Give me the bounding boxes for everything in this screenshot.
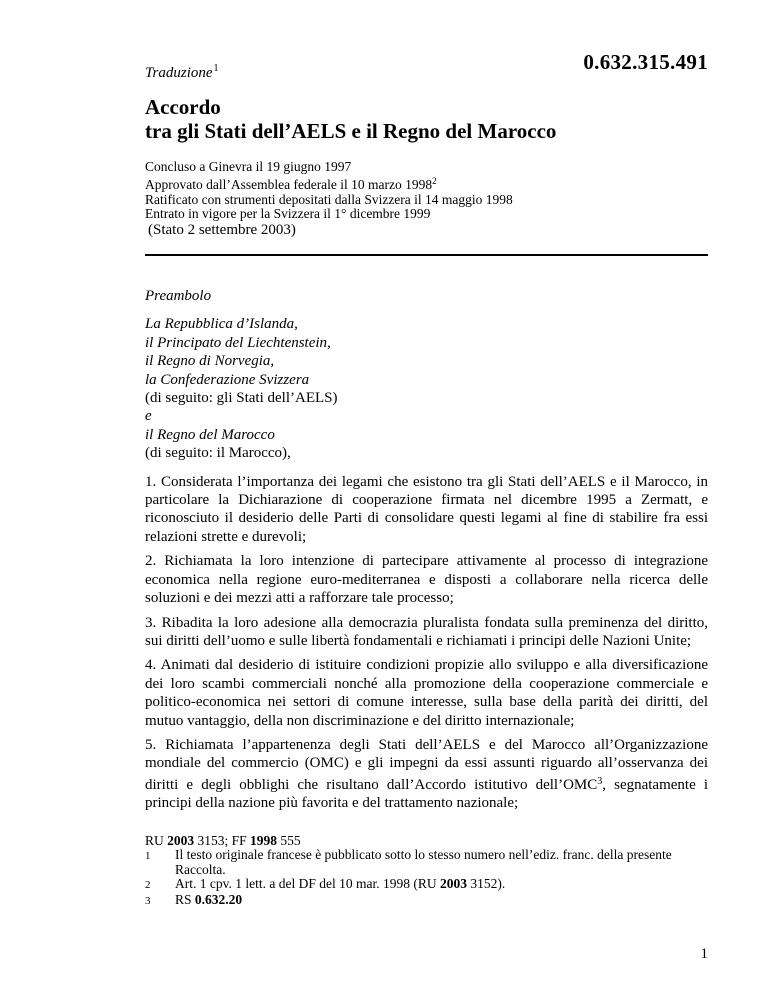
- footnote-3-text: [175, 893, 708, 908]
- footnote-2-text: [175, 877, 708, 892]
- footnote-ref-3[interactable]: 3: [597, 775, 603, 787]
- party-morocco-note: (di seguito: il Marocco),: [145, 445, 291, 462]
- footnote-1-number: 1: [145, 850, 151, 863]
- footnote-3-number: 3: [145, 894, 151, 907]
- preamble-paragraph-3: 3. Ribadita la loro adesione alla democrazia pluralista fondata sulla preminenza del diritto, sui diritti dell’uomo e sulle libertà fondamentali e richiamati i principi delle Nazioni Unite;: [145, 614, 708, 649]
- title-line-1: Accordo: [145, 95, 221, 119]
- title-line-2: tra gli Stati dell’AELS e il Regno del Marocco: [145, 119, 557, 143]
- document-title: [145, 95, 556, 143]
- ru-label: RU: [145, 833, 168, 848]
- footnote-2-text-a: Art. 1 cpv. 1 lett. a del DF del 10 mar. 1998 (RU: [175, 876, 440, 892]
- footnote-ref-1[interactable]: 1: [213, 63, 219, 74]
- party-norway: il Regno di Norvegia,: [145, 353, 275, 370]
- footnote-2: [145, 877, 708, 892]
- parties-list: [145, 315, 708, 462]
- footnote-3-text-a: RS: [175, 891, 195, 907]
- status-date: (Stato 2 settembre 2003): [148, 222, 296, 238]
- party-morocco: il Regno del Marocco: [145, 426, 275, 443]
- footnote-ru-ff: [145, 834, 708, 848]
- party-switzerland: la Confederazione Svizzera: [145, 371, 310, 388]
- date-in-force: Entrato in vigore per la Svizzera il 1° dicembre 1999: [145, 206, 431, 222]
- paragraph-5-text-a: 5. Richiamata l’appartenenza degli Stati dell’AELS e del Marocco all’Organizzazione mondiale del commercio (OMC) e gli impegni da essi assunti riguardo all’osservanza dei diritti e degli obblighi che risultano dall’Accordo istitutivo dell’OMC: [145, 736, 708, 793]
- translation-label: [145, 63, 219, 82]
- page-number: 1: [700, 946, 708, 962]
- date-concluded: Concluso a Ginevra il 19 giugno 1997: [145, 159, 352, 174]
- footnote-1-text: Il testo originale francese è pubblicato sotto lo stesso numero nell’ediz. franc. della presente Raccolta.: [175, 847, 672, 877]
- footnote-ref-2[interactable]: 2: [432, 176, 437, 187]
- party-conjunction: e: [145, 408, 152, 425]
- sr-number: 0.632.315.491: [583, 50, 708, 74]
- preamble-paragraph-1: 1. Considerata l’importanza dei legami che esistono tra gli Stati dell’AELS e il Marocco, in particolare la Dichiarazione di cooperazione firmata nel dicembre 1995 a Zermatt, e riconosciuto il desiderio delle Parti di consolidare questi legami al fine di stabilire fra essi relazioni strette e durevoli;: [145, 473, 708, 545]
- party-liechtenstein: il Principato del Liechtenstein,: [145, 334, 331, 351]
- ff-year: 1998: [250, 833, 278, 848]
- footnote-3-bold: 0.632.20: [194, 891, 243, 907]
- footnotes: [145, 834, 708, 908]
- ru-number: 3153; FF: [194, 833, 251, 848]
- ff-number: 555: [277, 833, 301, 848]
- footnote-3: [145, 893, 708, 908]
- footnote-1: [145, 848, 708, 877]
- party-iceland: La Repubblica d’Islanda,: [145, 316, 298, 333]
- preamble-paragraph-2: 2. Richiamata la loro intenzione di partecipare attivamente al processo di integrazione economica nella regione euro-mediterranea e disposti a collaborare nella ricerca delle soluzioni e dei mezzi atti a rafforzare tale processo;: [145, 553, 708, 607]
- paragraph-5-text-b: , segnatamente i principi della nazione più favorita e del trattamento nazionale;: [145, 776, 708, 812]
- date-ratified: Ratificato con strumenti depositati dalla Svizzera il 14 maggio 1998: [145, 191, 513, 207]
- footnote-2-text-b: 3152).: [466, 876, 506, 892]
- header-divider: [145, 254, 708, 256]
- translation-text: Traduzione: [145, 65, 213, 81]
- footnote-2-bold: 2003: [439, 876, 467, 892]
- document-body: [145, 287, 708, 819]
- dates-block: [145, 160, 513, 222]
- ru-year: 2003: [167, 833, 195, 848]
- footnote-2-number: 2: [145, 879, 151, 892]
- preamble-paragraph-5: [145, 736, 708, 813]
- date-approved: [145, 174, 513, 192]
- preamble-heading: Preambolo: [145, 288, 212, 304]
- party-aels-note: (di seguito: gli Stati dell’AELS): [145, 390, 338, 407]
- preamble-paragraph-4: 4. Animati dal desiderio di istituire condizioni propizie allo sviluppo e alla diversificazione dei loro scambi commerciali nonché alla promozione della cooperazione commerciale e politico-economica nei settori di comune interesse, sulla base della parità dei diritti, del mutuo vantaggio, della non discriminazione e del diritto internazionale;: [145, 657, 708, 729]
- date-approved-text: Approvato dall’Assemblea federale il 10 marzo 1998: [145, 177, 433, 193]
